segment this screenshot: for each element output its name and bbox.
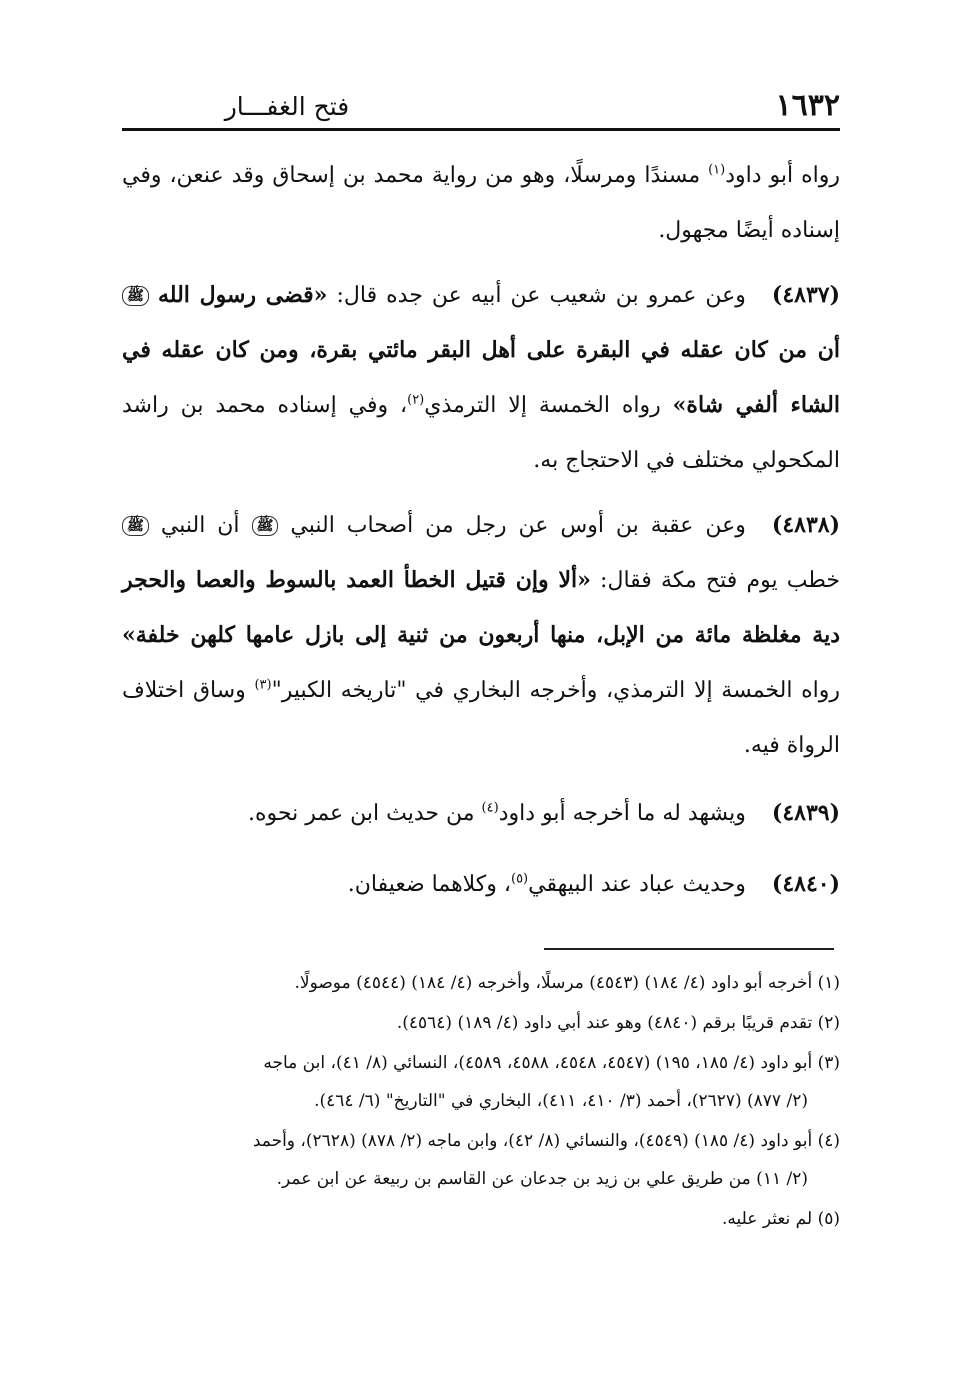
footnote-text: (٥) لم نعثر عليه.: [722, 1209, 840, 1229]
footnotes: [122, 964, 840, 1238]
footnote-ref: (٤): [481, 800, 499, 816]
hadith-4838: [122, 498, 840, 773]
footnote-text: (٣) أبو داود (٤/ ١٨٥، ١٩٥) (٤٥٤٧، ٤٥٤٨، ٤٥٨٨، ٤٥٨٩)، النسائي (٨/ ٤١)، ابن ماجه: [263, 1053, 840, 1073]
main-text: [122, 148, 840, 915]
footnote-text: (٢) تقدم قريبًا برقم (٤٨٤٠) وهو عند أبي داود (٤/ ١٨٩) (٤٥٦٤).: [396, 1013, 840, 1033]
footnote-5: [122, 1200, 840, 1238]
footnote-4: [122, 1122, 840, 1198]
footnote-2: [122, 1004, 840, 1042]
footnote-ref: (٥): [510, 871, 529, 887]
hadith-4837: [122, 268, 840, 488]
hadith-number: (٤٨٣٩): [771, 800, 840, 826]
footnote-1: [122, 964, 840, 1002]
hadith-quote: «ألا وإن قتيل الخطأ العمد بالسوط والعصا والحجر دية مغلظة مائة من الإبل، منها أربعون من ثنية إلى بازل عامها كلهن خلفة»: [122, 567, 840, 648]
text-segment: وعن عقبة بن أوس عن رجل من أصحاب النبي: [278, 513, 746, 538]
book-title: فتح الغفـــار: [224, 92, 350, 121]
footnote-text: (١) أخرجه أبو داود (٤/ ١٨٤) (٤٥٤٣) مرسلًا، وأخرجه (٤/ ١٨٤) (٤٥٤٤) موصولًا.: [294, 973, 840, 993]
text-segment: رواه الخمسة إلا الترمذي: [424, 393, 673, 418]
footnote-text-continued: (٢/ ٨٧٧) (٢٦٢٧)، أحمد (٣/ ٤١٠، ٤١١)، البخاري في "التاريخ" (٦/ ٤٦٤).: [314, 1091, 808, 1111]
footnote-ref: (٣): [254, 677, 272, 693]
text-segment: ، وكلاهما ضعيفان.: [347, 872, 511, 897]
text-segment: رواه أبو داود: [725, 163, 840, 188]
paragraph-intro: [122, 148, 840, 258]
text-segment: من حديث ابن عمر نحوه.: [248, 801, 482, 826]
text-segment: خطب يوم فتح مكة فقال:: [590, 568, 840, 593]
footnote-ref: (١): [708, 162, 726, 178]
hadith-number: (٤٨٣٨): [771, 512, 840, 538]
hadith-number: (٤٨٤٠): [771, 871, 840, 897]
hadith-4840: [122, 854, 840, 915]
text-segment: رواه الخمسة إلا الترمذي، وأخرجه البخاري في "تاريخه الكبير": [271, 678, 840, 703]
hadith-quote: «قضى رسول الله: [157, 282, 328, 308]
text-segment: أن النبي: [148, 513, 252, 538]
text-segment: وحديث عباد عند البيهقي: [528, 872, 746, 897]
salawat-honorific: ﷺ: [252, 516, 279, 536]
hadith-number: (٤٨٣٧): [771, 282, 840, 308]
footnote-separator: [544, 948, 834, 950]
footnote-3: [122, 1044, 840, 1120]
hadith-quote: أن من كان عقله في البقرة على أهل البقر مائتي بقرة، ومن كان عقله في الشاء ألفي شاة»: [122, 337, 840, 418]
page-number: ١٦٣٢: [775, 88, 840, 123]
text-segment: مسندًا ومرسلًا، وهو من رواية محمد بن إسحاق وقد عنعن، وفي إسناده أيضًا مجهول.: [122, 163, 840, 243]
salawat-honorific: ﷺ: [122, 286, 149, 306]
footnote-text: (٤) أبو داود (٤/ ١٨٥) (٤٥٤٩)، والنسائي (٨/ ٤٢)، وابن ماجه (٢/ ٨٧٨) (٢٦٢٨)، وأحمد: [252, 1131, 840, 1151]
footnote-text-continued: (٢/ ١١) من طريق علي بن زيد بن جدعان عن القاسم بن ربيعة عن ابن عمر.: [276, 1169, 808, 1189]
text-segment: ويشهد له ما أخرجه أبو داود: [498, 801, 746, 826]
salawat-honorific: ﷺ: [122, 516, 149, 536]
text-segment: وعن عمرو بن شعيب عن أبيه عن جده قال:: [327, 283, 746, 308]
text-segment: وساق اختلاف الرواة فيه.: [122, 678, 840, 758]
footnote-ref: (٢): [407, 392, 425, 408]
header-rule: [122, 128, 840, 131]
hadith-4839: [122, 783, 840, 844]
page-header: [122, 88, 840, 128]
text-segment: ، وفي إسناده محمد بن راشد المكحولي مختلف في الاحتجاج به.: [122, 393, 840, 473]
